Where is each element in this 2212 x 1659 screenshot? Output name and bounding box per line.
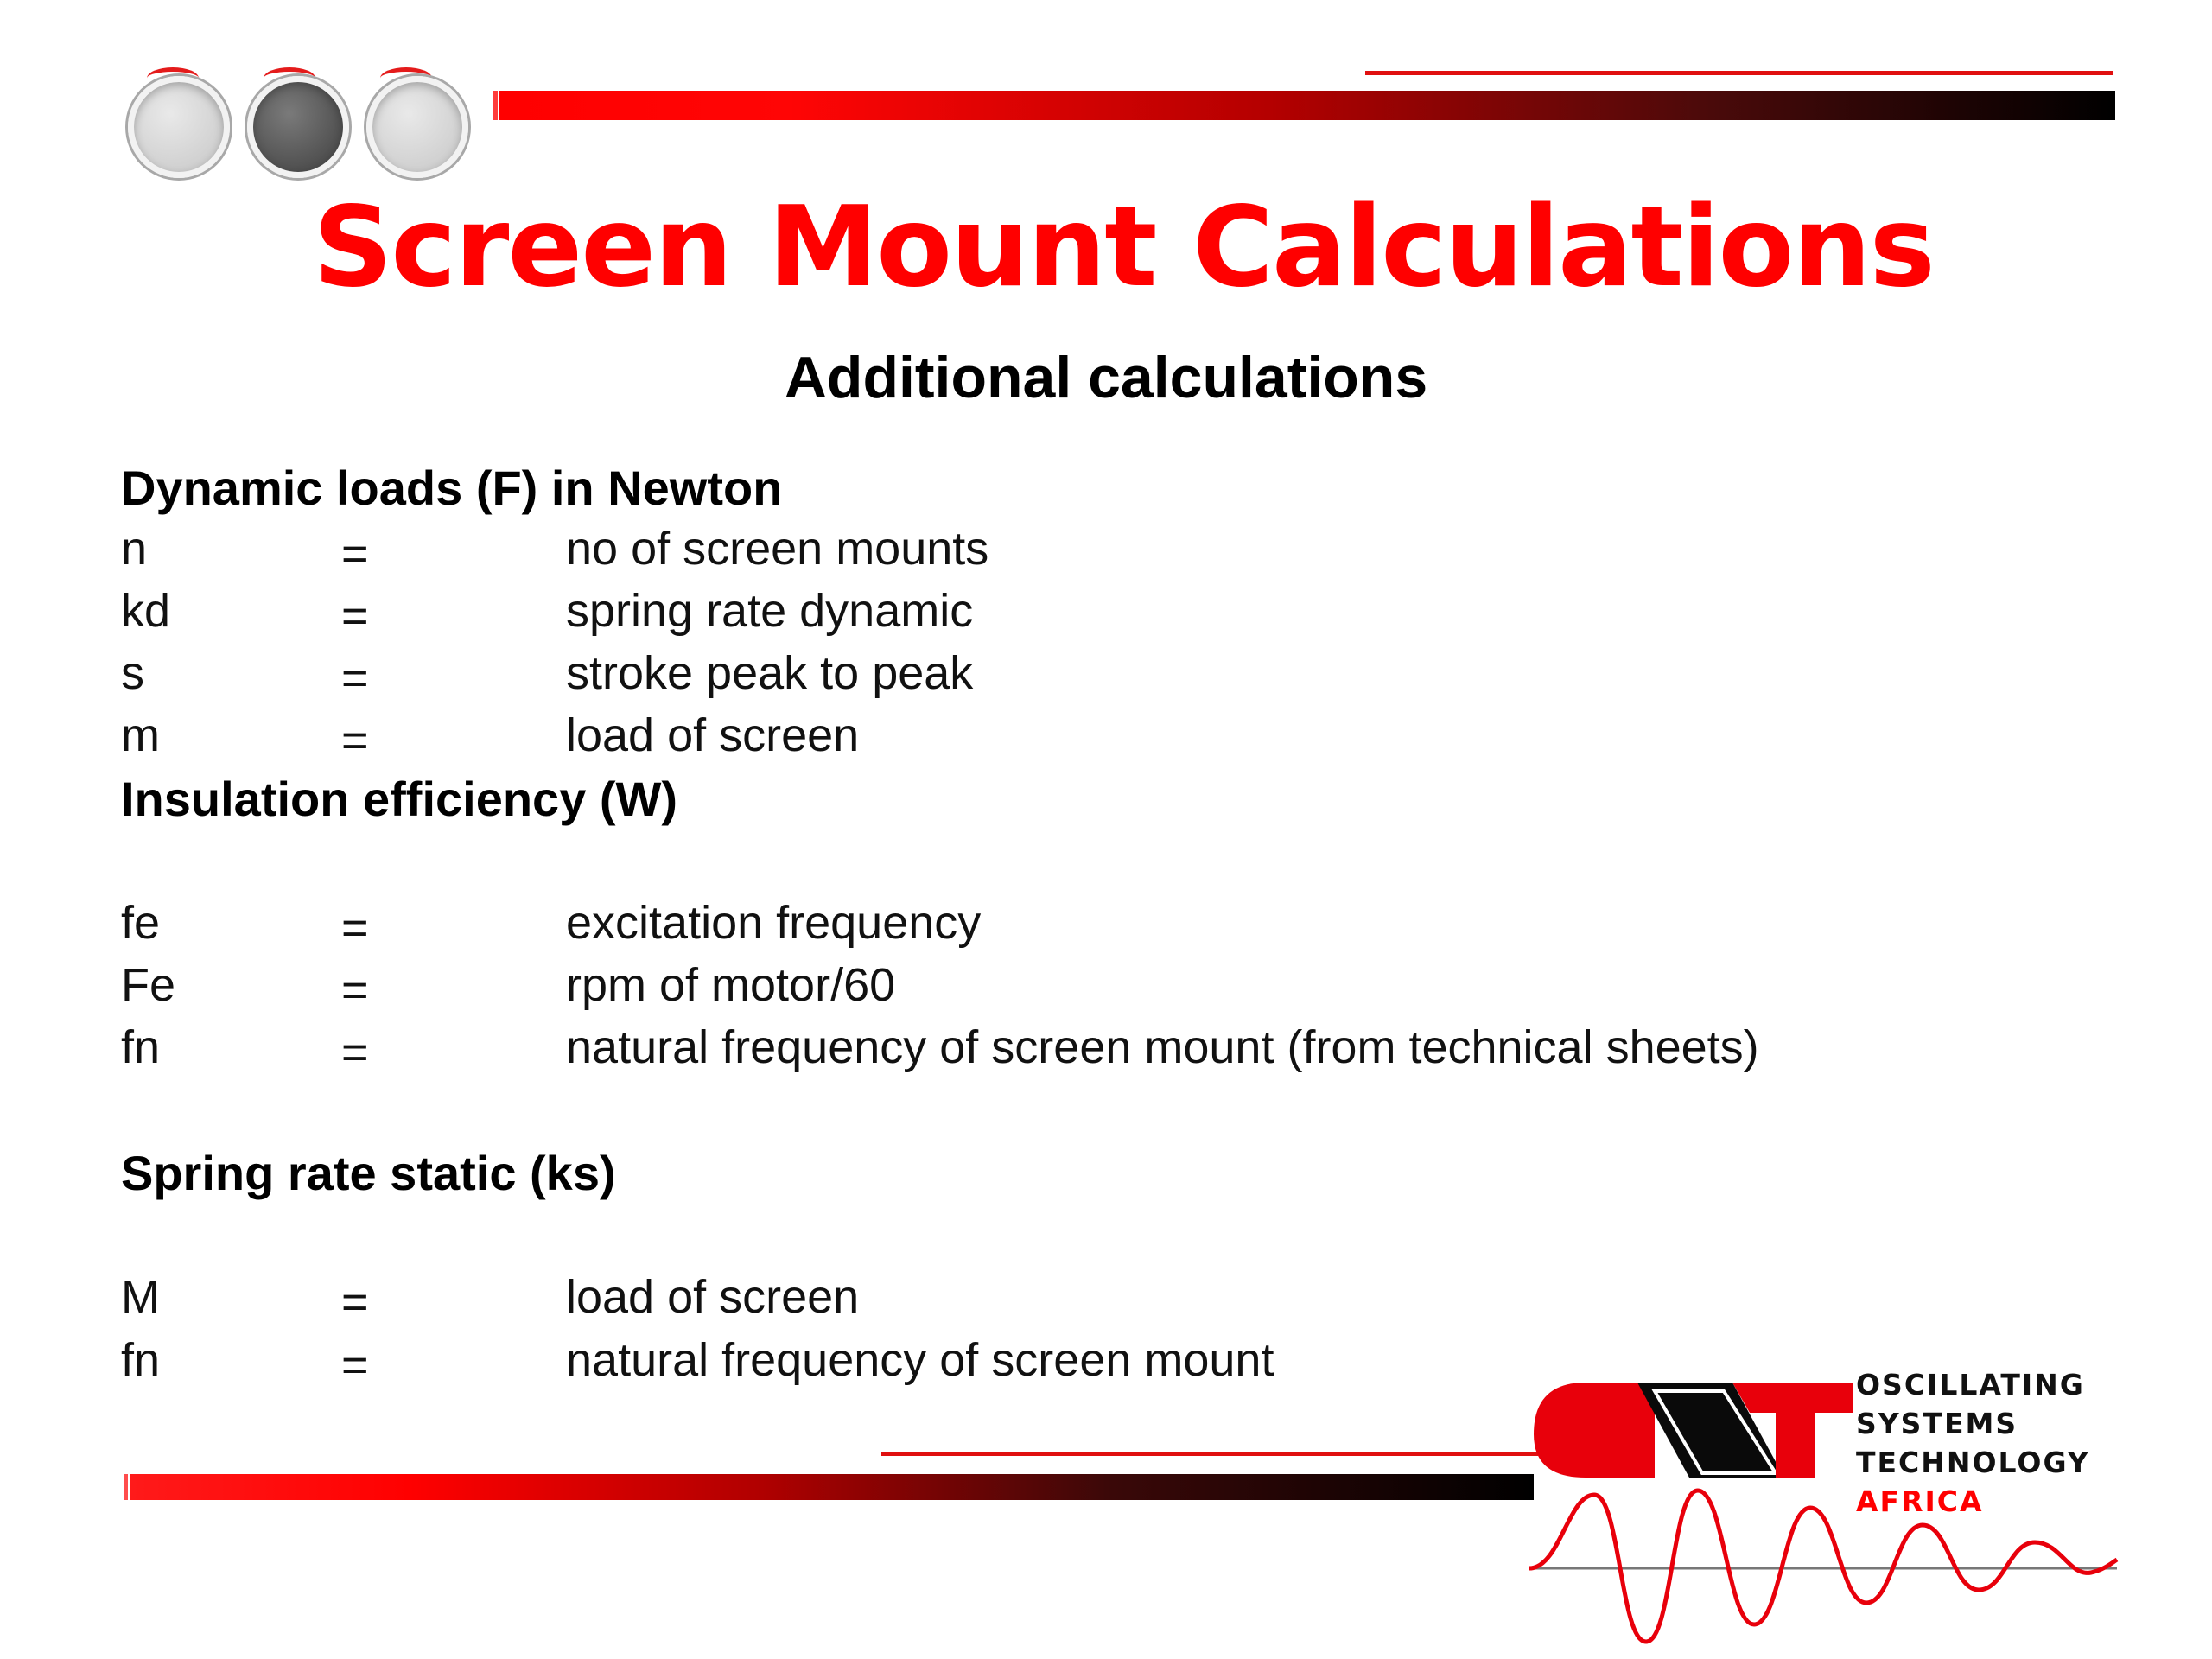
equals-sign: = — [341, 902, 369, 954]
header-bar-cap — [493, 91, 498, 120]
logo-text-line: TECHNOLOGY — [1856, 1446, 2090, 1479]
header-gradient-bar — [499, 91, 2115, 120]
symbol: s — [121, 647, 144, 699]
description: natural frequency of screen mount — [566, 1334, 1274, 1386]
description: rpm of motor/60 — [566, 959, 896, 1011]
logo-text-line: SYSTEMS — [1856, 1407, 2018, 1440]
section-heading-spring-rate-static: Spring rate static (ks) — [121, 1146, 616, 1200]
symbol: m — [121, 709, 160, 761]
symbol: fe — [121, 897, 161, 949]
footer-bar-cap — [124, 1474, 128, 1500]
footer-gradient-bar — [130, 1474, 1534, 1500]
logo-o-shape — [1534, 1382, 1655, 1478]
footer-thin-line — [881, 1452, 1538, 1456]
symbol: M — [121, 1271, 160, 1323]
description: load of screen — [566, 709, 860, 761]
symbol: Fe — [121, 959, 176, 1011]
description: load of screen — [566, 1271, 860, 1323]
logo-text-line: AFRICA — [1856, 1484, 1984, 1518]
equals-sign: = — [341, 715, 369, 766]
description: excitation frequency — [566, 897, 982, 949]
header-thin-line — [1365, 71, 2113, 75]
slide-subtitle: Additional calculations — [784, 345, 1428, 410]
symbol: kd — [121, 585, 171, 637]
description: no of screen mounts — [566, 523, 989, 575]
symbol: fn — [121, 1334, 161, 1386]
description: spring rate dynamic — [566, 585, 974, 637]
description: stroke peak to peak — [566, 647, 974, 699]
equals-sign: = — [341, 1276, 369, 1328]
description: natural frequency of screen mount (from technical sheets) — [566, 1021, 1759, 1073]
section-heading-dynamic-loads: Dynamic loads (F) in Newton — [121, 461, 783, 515]
decorative-circle-dark — [247, 76, 349, 178]
slide-title: Screen Mount Calculations — [313, 183, 1934, 312]
symbol: fn — [121, 1021, 161, 1073]
equals-sign: = — [341, 964, 369, 1016]
logo-text-line: OSCILLATING — [1856, 1368, 2085, 1402]
equals-sign: = — [341, 528, 369, 580]
decorative-circle-light — [128, 76, 230, 178]
logo-wave — [1529, 1491, 2117, 1642]
equals-sign: = — [341, 1027, 369, 1078]
symbol: n — [121, 523, 148, 575]
decorative-circle-light — [366, 76, 468, 178]
equals-sign: = — [341, 1339, 369, 1391]
equals-sign: = — [341, 652, 369, 704]
company-logo — [1525, 1365, 2121, 1650]
section-heading-insulation-efficiency: Insulation efficiency (W) — [121, 772, 678, 826]
equals-sign: = — [341, 590, 369, 642]
